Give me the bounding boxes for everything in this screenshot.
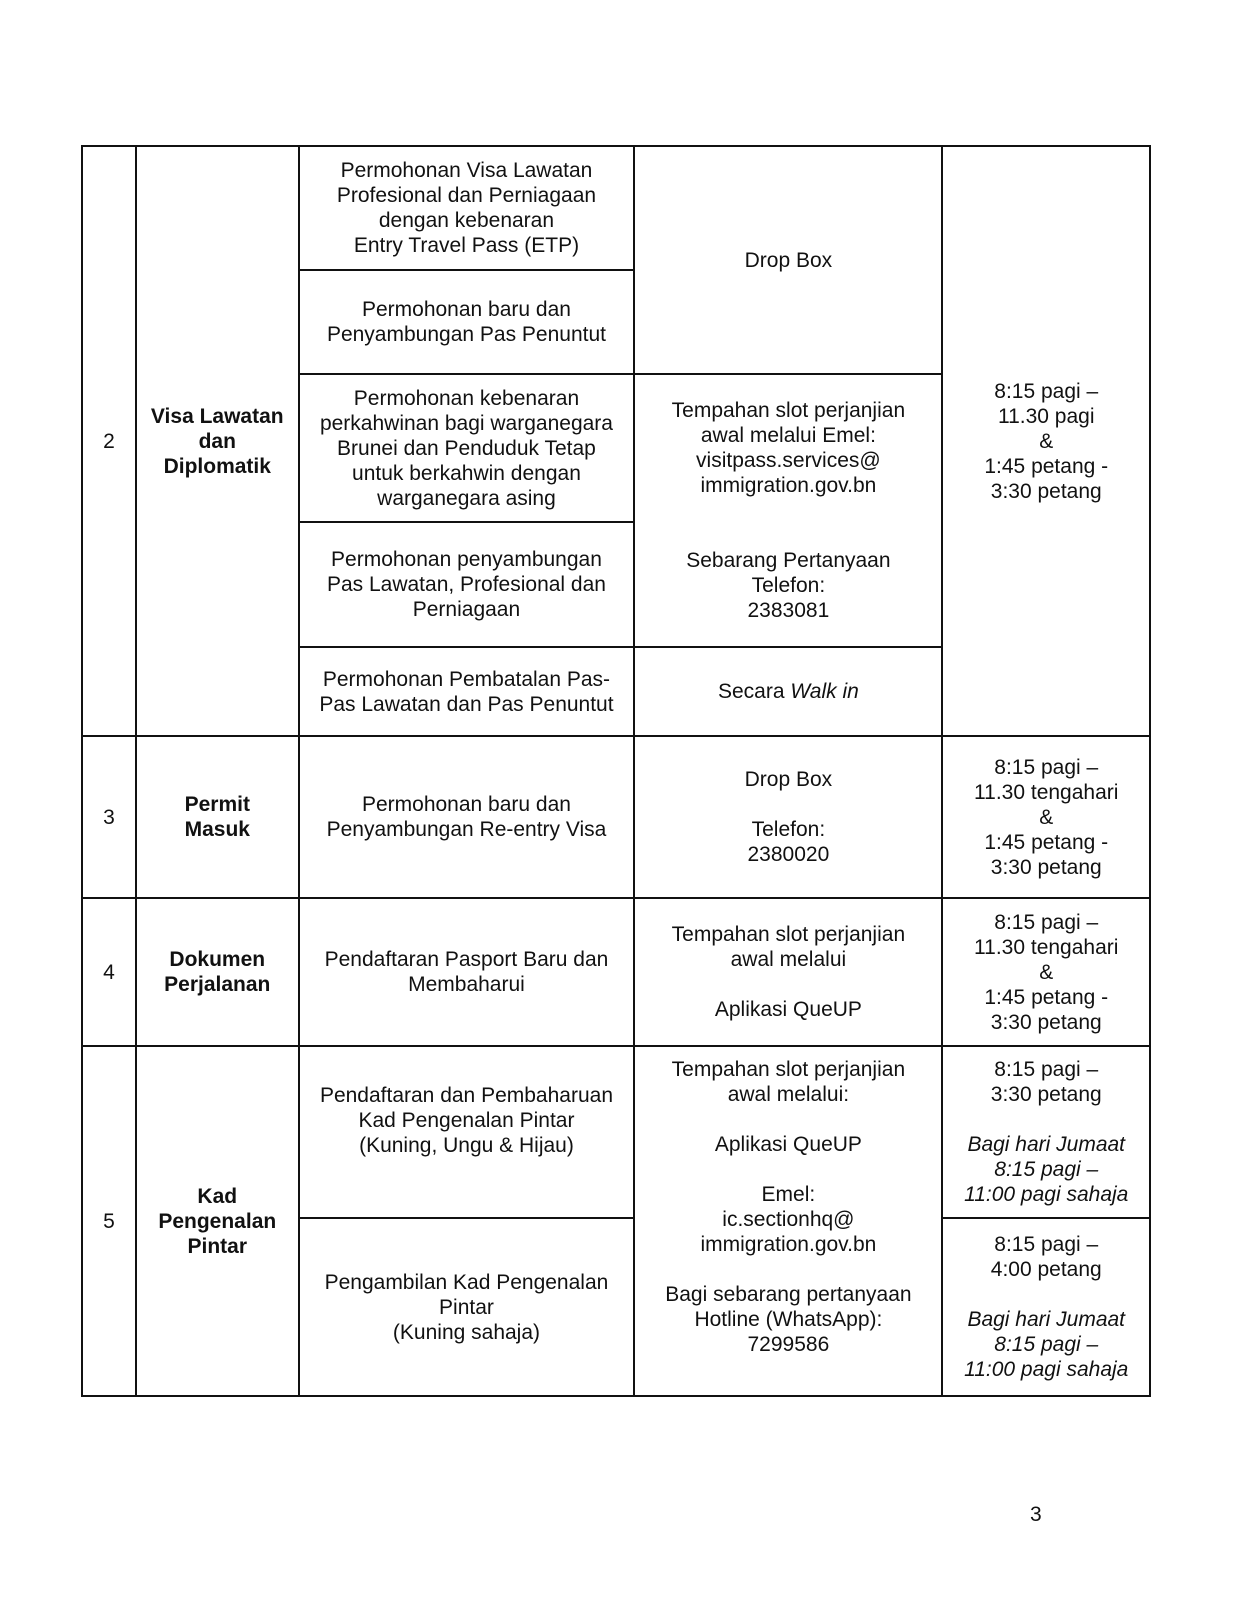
table-row <box>82 736 1150 898</box>
method-cell: Drop Box <box>634 146 942 374</box>
row-number: 3 <box>82 736 136 898</box>
walkin-label: Walk in <box>790 680 859 703</box>
category-cell: Dokumen Perjalanan <box>136 898 299 1046</box>
hours-cell: 8:15 pagi – 11.30 tengahari & 1:45 petang - 3:30 petang <box>942 736 1150 898</box>
method-cell: Drop Box Telefon: 2380020 <box>634 736 942 898</box>
service-cell: Permohonan Visa Lawatan Profesional dan Perniagaan dengan kebenaran Entry Travel Pass (ETP) <box>299 146 635 270</box>
row-number: 2 <box>82 146 136 736</box>
service-cell: Pendaftaran Pasport Baru dan Membaharui <box>299 898 635 1046</box>
method-cell: Tempahan slot perjanjian awal melalui Aplikasi QueUP <box>634 898 942 1046</box>
service-cell: Permohonan Pembatalan Pas- Pas Lawatan dan Pas Penuntut <box>299 647 635 736</box>
service-cell: Permohonan baru dan Penyambungan Re-entry Visa <box>299 736 635 898</box>
table-row <box>82 1046 1150 1218</box>
service-cell: Permohonan kebenaran perkahwinan bagi warganegara Brunei dan Penduduk Tetap untuk berkahwin dengan warganegara asing <box>299 374 635 522</box>
hours-cell: 8:15 pagi – 11.30 tengahari & 1:45 petang - 3:30 petang <box>942 898 1150 1046</box>
hours-friday: Bagi hari Jumaat 8:15 pagi – 11:00 pagi sahaja <box>964 1133 1129 1206</box>
service-cell: Pengambilan Kad Pengenalan Pintar (Kuning sahaja) <box>299 1218 635 1396</box>
service-cell: Permohonan baru dan Penyambungan Pas Penuntut <box>299 270 635 374</box>
walkin-prefix: Secara <box>717 680 791 703</box>
method-cell-walkin <box>634 647 942 736</box>
row-number: 5 <box>82 1046 136 1396</box>
table-row <box>82 146 1150 270</box>
category-cell: Permit Masuk <box>136 736 299 898</box>
hours-weekday: 8:15 pagi – 4:00 petang <box>990 1233 1102 1281</box>
hours-cell <box>942 1218 1150 1396</box>
page-number: 3 <box>1030 1503 1042 1526</box>
service-cell: Permohonan penyambungan Pas Lawatan, Profesional dan Perniagaan <box>299 522 635 647</box>
method-cell: Tempahan slot perjanjian awal melalui Emel: visitpass.services@ immigration.gov.bn Sebarang Pertanyaan Telefon: 2383081 <box>634 374 942 647</box>
category-cell: Visa Lawatan dan Diplomatik <box>136 146 299 736</box>
row-number: 4 <box>82 898 136 1046</box>
hours-cell <box>942 1046 1150 1218</box>
service-cell: Pendaftaran dan Pembaharuan Kad Pengenalan Pintar (Kuning, Ungu & Hijau) <box>299 1046 635 1218</box>
method-cell: Tempahan slot perjanjian awal melalui: Aplikasi QueUP Emel: ic.sectionhq@ immigration.gov.bn Bagi sebarang pertanyaan Hotline (WhatsApp): 7299586 <box>634 1046 942 1396</box>
hours-cell: 8:15 pagi – 11.30 pagi & 1:45 petang - 3:30 petang <box>942 146 1150 736</box>
table-row <box>82 898 1150 1046</box>
hours-weekday: 8:15 pagi – 3:30 petang <box>990 1058 1102 1106</box>
category-cell: Kad Pengenalan Pintar <box>136 1046 299 1396</box>
services-table <box>81 145 1151 1397</box>
hours-friday: Bagi hari Jumaat 8:15 pagi – 11:00 pagi sahaja <box>964 1308 1129 1381</box>
